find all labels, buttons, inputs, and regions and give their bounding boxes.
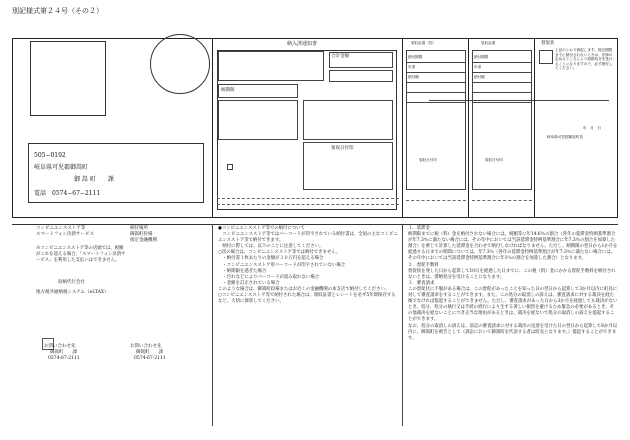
conv-line-2: コンビニエンスストア等ではバーコードが印字されている納付書は、全国の主なコンビニエンスストア等で納付できます。 — [218, 232, 398, 244]
pay-option-2: スマートフォン決済サービス — [36, 232, 95, 237]
total-label: 合計金額 — [331, 54, 349, 59]
sec1-heading: １．延滞金 — [408, 226, 430, 231]
conv-line-8: ・汚れなどによりバーコードが読み取れない場合 — [218, 274, 319, 280]
p3-row3: 納付額 — [408, 75, 419, 79]
payer-label: 納期限 — [221, 88, 235, 93]
conv-line-7: ・納期限を過ぎた場合 — [218, 268, 267, 274]
address: 岐阜県可児郡御嵩町 — [34, 164, 89, 171]
postal-code: 505−0192 — [34, 152, 66, 159]
p3-row1: 納付期限 — [408, 55, 423, 59]
pay-option-1: コンビニエンスストア等 — [36, 226, 86, 231]
p4-row2: 年度 — [474, 65, 482, 69]
sec1-text: 納期限までに税（料）金を納付されない場合には、税額等に年14.6％の割合（各年の延滞金特例基準割合が年7.3％に満たない場合には、その年中においては当該延滞金特例基準割合に年7.3％の割合を加算した割合）を乗じて計算した延滞金を合わせて納付しなければなりません。ただし、納期限の翌日から1か月を経過する日までの期間については、年7.3％（各年の延滞金特例基準割合が年7.3％に満たない場合には、その年中においては当該延滞金特例基準割合に年1％の割合を加算した割合）となります。 — [408, 232, 618, 262]
sec2-text: 督促状を発した日から起算して10日を経過した日までに、この税（料）金にかかる督促手数料を納付されないときは、滞納処分を受けることになります。 — [408, 268, 616, 280]
reminder-date: 年 月 日 — [583, 126, 601, 130]
panel4-header: 領収証書 — [481, 41, 496, 45]
system-label: 地方税共通納税システム（eLTAX） — [36, 290, 109, 295]
conv-line-11: ○コンビニエンスストア等で納付された場合は、領収証書とレシートを必ず5年間保存するなど、大切に保管してください。 — [218, 293, 396, 305]
contact1-phone: 0574-67-2111 — [48, 356, 80, 361]
reminder-body: 上記のとおり督促します。指定期限までに納付されないときは、法律の定めるところにより滞納処分を受けることになりますので、必ず納付してください。 — [555, 48, 613, 71]
sec4-text: なお、処分の取消しの訴えは、前記の審査請求に対する裁決の送達を受けた日の翌日から起算して6か月以内に、御嵩町を被告として（訴訟において御嵩町を代表する者は町長となります。）提起することができます。 — [408, 323, 618, 341]
conv-line-4: ○次の場合は、コンビニエンスストア等では納付できません。 — [218, 250, 341, 256]
panel2-header: 納入済通知書 — [287, 41, 318, 47]
bank-label: 収納代行会社 — [58, 280, 85, 285]
reminder-issuer: 岐阜県可児郡御嵩町長 — [547, 135, 583, 139]
phone: 電話 0574−67−2111 — [34, 190, 101, 197]
window-frame — [30, 41, 106, 116]
panel-receipt-copy — [402, 38, 468, 218]
lower-right — [408, 226, 618, 342]
conv-line-1: ●コンビニエンスストア等での納付について — [218, 226, 305, 231]
conv-line-3: 納付に際しては、以下のことに注意してください。 — [218, 244, 324, 250]
department: 御 嵩 町 課 — [74, 176, 114, 183]
panel3-stamp: 領収日付印 — [419, 158, 437, 162]
contact2-title: お問い合わせ先 — [130, 344, 162, 349]
store-note: ※コンビニエンスストア等の店頭では、税額がこれを超える場合、「スマートフォン決済サービス」を利用した支払いはできません。 — [36, 246, 126, 264]
panel2-stamp: 領収日付印 — [331, 146, 354, 151]
panel-receipt — [468, 38, 534, 218]
p4-row1: 納付期限 — [474, 55, 489, 59]
sec2-heading: ２．督促手数料 — [408, 262, 439, 268]
contact1-dept: 御嵩町 課 — [50, 350, 77, 355]
lower-left — [36, 226, 206, 426]
panel3-header: 領収証書（控） — [411, 41, 437, 45]
p4-row3: 納付額 — [474, 75, 485, 79]
lower-middle — [218, 226, 398, 305]
panel-payment-notice — [212, 38, 402, 218]
pay-option-3: 納付場所 — [130, 226, 148, 231]
sec3-heading: ３．審査請求 — [408, 280, 435, 286]
contact1-title: お問い合わせ先 — [44, 344, 76, 349]
p3-row2: 年度 — [408, 65, 416, 69]
pay-option-5: 指定金融機関 — [130, 238, 157, 243]
form-title: 別記様式第２４号（その２） — [12, 7, 103, 15]
conv-line-9: ・金額を訂正されている場合 — [218, 280, 280, 286]
conv-line-5: ・納付書１枚あたりの金額が３０万円を超える場合 — [218, 256, 324, 262]
panel-reminder — [534, 38, 618, 218]
sec3-text: この督促状に不服がある場合は、この督促があったことを知った日の翌日から起算して3か月以内に町長に対して審査請求をすることができます。また、この処分の取消しの訴えは、審査請求に対する裁決を経た後でなければ提起することができません。ただし、審査請求があった日から3か月を経過しても裁決がないとき、処分、処分の執行又は手続の続行により生ずる著しい損害を避けるため緊急の必要があるとき、その他裁決を経ないことにつき正当な理由があるときは、裁決を経ないで処分の取消しの訴えを提起することができます。 — [408, 286, 618, 323]
conv-line-6: ・コンビニエンスストア用バーコードが印字されていない場合 — [218, 262, 346, 268]
panel-address — [12, 38, 212, 218]
contact2-phone: 0574-67-2111 — [134, 356, 166, 361]
contact2-dept: 御嵩町 課 — [136, 350, 163, 355]
reminder-title: 督促状 — [541, 41, 555, 46]
panel4-stamp: 領収日付印 — [485, 158, 503, 162]
conv-line-10: このような場合は、御嵩町役場またはお近くの金融機関の本支店で納付してください。 — [218, 286, 390, 292]
pay-option-4: 御嵩町役場 — [130, 232, 153, 237]
postmark-circle — [150, 34, 210, 94]
